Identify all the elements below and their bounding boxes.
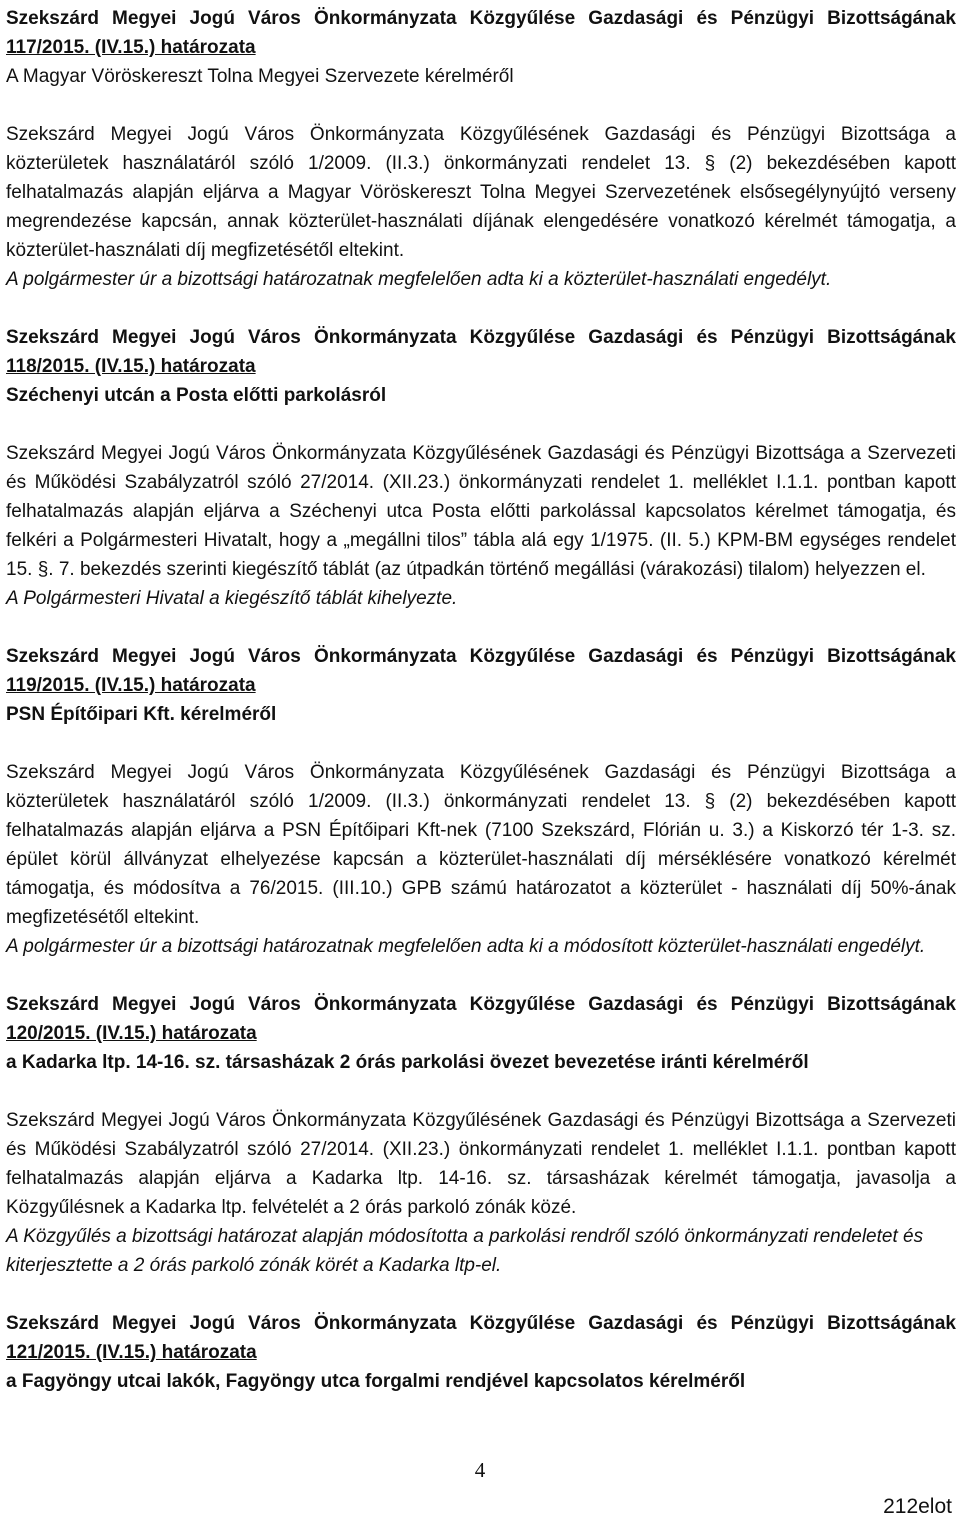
resolution-subject: a Kadarka ltp. 14-16. sz. társasházak 2 órás parkolási övezet bevezetése iránti kérelméről [6,1052,809,1073]
resolution-120 [6,990,956,1280]
resolution-subject: a Fagyöngy utcai lakók, Fagyöngy utca forgalmi rendjével kapcsolatos kérelméről [6,1371,746,1392]
page-number: 4 [474,1458,486,1482]
resolution-subject: Széchenyi utcán a Posta előtti parkolásról [6,385,387,406]
resolution-heading [6,1309,956,1396]
heading-issuer: Szekszárd Megyei Jogú Város Önkormányzata Közgyűlése Gazdasági és Pénzügyi Bizottságának [6,327,956,348]
resolution-body: Szekszárd Megyei Jogú Város Önkormányzata Közgyűlésének Gazdasági és Pénzügyi Bizottsága a Szervezeti és Működési Szabályzatról szóló 27/2014. (XII.23.) önkormányzati rendelet 1. melléklet I.1.1. pontban kapott felhatalmazás alapján eljárva a Széchenyi utca Posta előtti parkolással kapcsolatos kérelmet támogatja, és felkéri a Polgármesteri Hivatalt, hogy a „megállni tilos” tábla alá egy 1/1975. (II. 5.) KPM-BM egységes rendelet 15. §. 7. bekezdés szerinti kiegészítő táblát (az útpadkán történő megállási (várakozási) tilalom) helyezzen el. [6,443,956,580]
resolution-subject: A Magyar Vöröskereszt Tolna Megyei Szervezete kérelméről [6,66,514,87]
resolution-body: Szekszárd Megyei Jogú Város Önkormányzata Közgyűlésének Gazdasági és Pénzügyi Bizottsága a közterületek használatáról szóló 1/2009. (II.3.) önkormányzati rendelet 13. § (2) bekezdésében kapott felhatalmazás alapján eljárva a Magyar Vöröskereszt Tolna Megyei Szervezetének elsősegélynyújtó verseny megrendezése kapcsán, annak közterület-használati díjának elengedésére vonatkozó kérelmét támogatja, a közterület-használati díj megfizetésétől eltekint. [6,124,956,261]
heading-number: 121/2015. (IV.15.) határozata [6,1342,257,1363]
resolution-note: A polgármester úr a bizottsági határozatnak megfelelően adta ki a módosított közterület-használati engedélyt. [6,936,926,957]
resolution-heading [6,4,956,62]
resolution-subject: PSN Építőipari Kft. kérelméről [6,704,277,725]
heading-number: 120/2015. (IV.15.) határozata [6,1023,257,1044]
resolution-121 [6,1309,956,1396]
resolution-note: A Polgármesteri Hivatal a kiegészítő táblát kihelyezte. [6,588,458,609]
heading-issuer: Szekszárd Megyei Jogú Város Önkormányzata Közgyűlése Gazdasági és Pénzügyi Bizottságának [6,646,956,667]
heading-issuer: Szekszárd Megyei Jogú Város Önkormányzata Közgyűlése Gazdasági és Pénzügyi Bizottságának [6,8,956,29]
resolution-118 [6,323,956,613]
heading-number: 117/2015. (IV.15.) határozata [6,37,256,58]
resolution-heading [6,990,956,1077]
heading-issuer: Szekszárd Megyei Jogú Város Önkormányzata Közgyűlése Gazdasági és Pénzügyi Bizottságának [6,1313,956,1334]
heading-number: 119/2015. (IV.15.) határozata [6,675,256,696]
resolution-note: A Közgyűlés a bizottsági határozat alapján módosította a parkolási rendről szóló önkormányzati rendeletet és kiterjesztette a 2 órás parkoló zónák körét a Kadarka ltp-el. [6,1226,924,1276]
resolution-note: A polgármester úr a bizottsági határozatnak megfelelően adta ki a közterület-használati engedélyt. [6,269,832,290]
resolution-body: Szekszárd Megyei Jogú Város Önkormányzata Közgyűlésének Gazdasági és Pénzügyi Bizottsága a Szervezeti és Működési Szabályzatról szóló 27/2014. (XII.23.) önkormányzati rendelet 1. melléklet I.1.1. pontban kapott felhatalmazás alapján eljárva a Kadarka ltp. 14-16. sz. társasházak kérelmét támogatja, javasolja a Közgyűlésnek a Kadarka ltp. felvételét a 2 órás parkoló zónák közé. [6,1110,956,1218]
resolution-117 [6,4,956,294]
heading-number: 118/2015. (IV.15.) határozata [6,356,256,377]
resolution-heading [6,323,956,410]
heading-issuer: Szekszárd Megyei Jogú Város Önkormányzata Közgyűlése Gazdasági és Pénzügyi Bizottságának [6,994,956,1015]
document-page [6,4,956,1425]
resolution-heading [6,642,956,729]
resolution-119 [6,642,956,961]
footer-document-code: 212elot [883,1495,952,1518]
resolution-body: Szekszárd Megyei Jogú Város Önkormányzata Közgyűlésének Gazdasági és Pénzügyi Bizottsága a közterületek használatáról szóló 1/2009. (II.3.) önkormányzati rendelet 13. § (2) bekezdésében kapott felhatalmazás alapján eljárva a PSN Építőipari Kft-nek (7100 Szekszárd, Flórián u. 3.) a Kiskorzó tér 1-3. sz. épület körül állványzat elhelyezése kapcsán a közterület-használati díj mérséklésére vonatkozó kérelmét támogatja, és módosítva a 76/2015. (III.10.) GPB számú határozatot a közterület - használati díj 50%-ának megfizetésétől eltekint. [6,762,956,928]
